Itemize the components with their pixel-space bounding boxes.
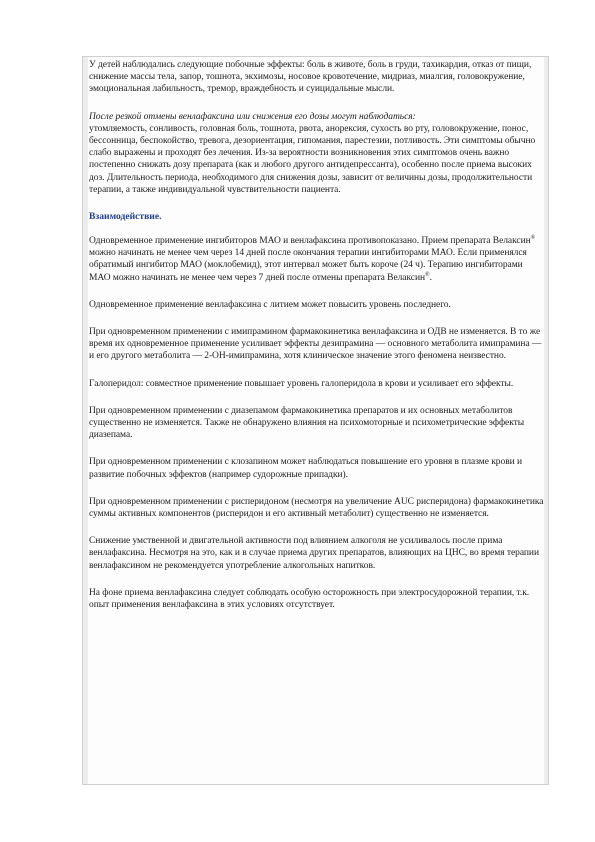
withdrawal-text: утомляемость, сонливость, головная боль, тошнота, рвота, анорексия, сухость во рту, головокружение, понос, бессонница, беспокойство, тревога, дезориентация, гипомания, парестезии, потливость. Эти симптомы обычно слабо выражены и проходят без лечения. Из-за вероятности возникновения этих симптомов очень важно постепенно снижать дозу препарата (как и любого другого антидепрессанта), особенно после приема высоких доз. Длительность периода, необходимого для снижения дозы, зависит от величины дозы, продолжительности терапии, а также индивидуальной чувствительности пациента. xyxy=(89,123,536,195)
mao-text-part-1: Одновременное применение ингибиторов МАО и венлафаксина противопоказано. Прием препарата Велаксин xyxy=(89,236,531,247)
document-content xyxy=(89,59,544,611)
paragraph-clozapine: При одновременном применении с клозапином может наблюдаться повышение его уровня в плазме крови и развитие побочных эффектов (например судорожные припадки). xyxy=(89,457,523,480)
paragraph-lithium: Одновременное применение венлафаксина с литием может повысить уровень последнего. xyxy=(89,299,451,310)
withdrawal-intro: После резкой отмены венлафаксина или снижения его дозы могут наблюдаться: xyxy=(89,111,416,122)
paragraph-imipramine: При одновременном применении с имипрамином фармакокинетика венлафаксина и ОДВ не изменяется. В то же время их одновременное применение усиливает эффекты дезипрамина — основного метаболита имипрамина — и его другого метаболита — 2-ОН-имипрамина, хотя клиническое значение этого феномена неизвестно. xyxy=(89,327,542,362)
paragraph-pediatric-side-effects: У детей наблюдались следующие побочные эффекты: боль в животе, боль в груди, тахикардия, отказ от пищи, снижение массы тела, запор, тошнота, экхимозы, носовое кровотечение, мидриаз, миалгия, головокружение, эмоциональная лабильность, тремор, враждебность и суицидальные мысли. xyxy=(89,60,532,95)
paragraph-haloperidol: Галоперидол: совместное применение повышает уровень галоперидола в крови и усиливает его эффекты. xyxy=(89,378,514,389)
paragraph-diazepam: При одновременном применении с диазепамом фармакокинетика препаратов и их основных метаболитов существенно не изменяется. Также не обнаружено влияния на психомоторные и психометрические эффекты диазепама. xyxy=(89,405,525,441)
paragraph-alcohol: Снижение умственной и двигательной активности под влиянием алкоголя не усиливалось после прима венлафаксина. Несмотря на это, как и в случае приема других препаратов, влияющих на ЦНС, во время терапии венлафаксином не рекомендуется употребление алкогольных напитков. xyxy=(89,536,539,571)
paragraph-mao-inhibitors xyxy=(89,235,544,284)
registered-mark: ® xyxy=(530,234,536,241)
paragraph-risperidone: При одновременном применении с рисперидоном (несмотря на увеличение AUC рисперидона) фармакокинетика суммы активных компонентов (рисперидон и его активный метаболит) существенно не изменяется. xyxy=(89,496,544,520)
paragraph-ect: На фоне приема венлафаксина следует соблюдать особую осторожность при электросудорожной терапии, т.к. опыт применения венлафаксина в этих условиях отсутствует. xyxy=(89,587,530,611)
mao-text-part-2: можно начинать не менее чем через 14 дней после окончания терапии ингибиторами МАО. Если применялся обратимый ингибитор МАО (моклобемид), этот интервал может быть короче (24 ч). Терапию ингибиторами МАО можно начинать не менее чем через 7 дней после отмены препарата Велаксин xyxy=(89,248,527,283)
document-page xyxy=(82,56,549,785)
mao-text-part-3: . xyxy=(429,272,432,283)
heading-interactions: Взаимодействие. xyxy=(89,211,162,223)
registered-mark: ® xyxy=(425,271,430,278)
paragraph-withdrawal xyxy=(89,111,544,196)
